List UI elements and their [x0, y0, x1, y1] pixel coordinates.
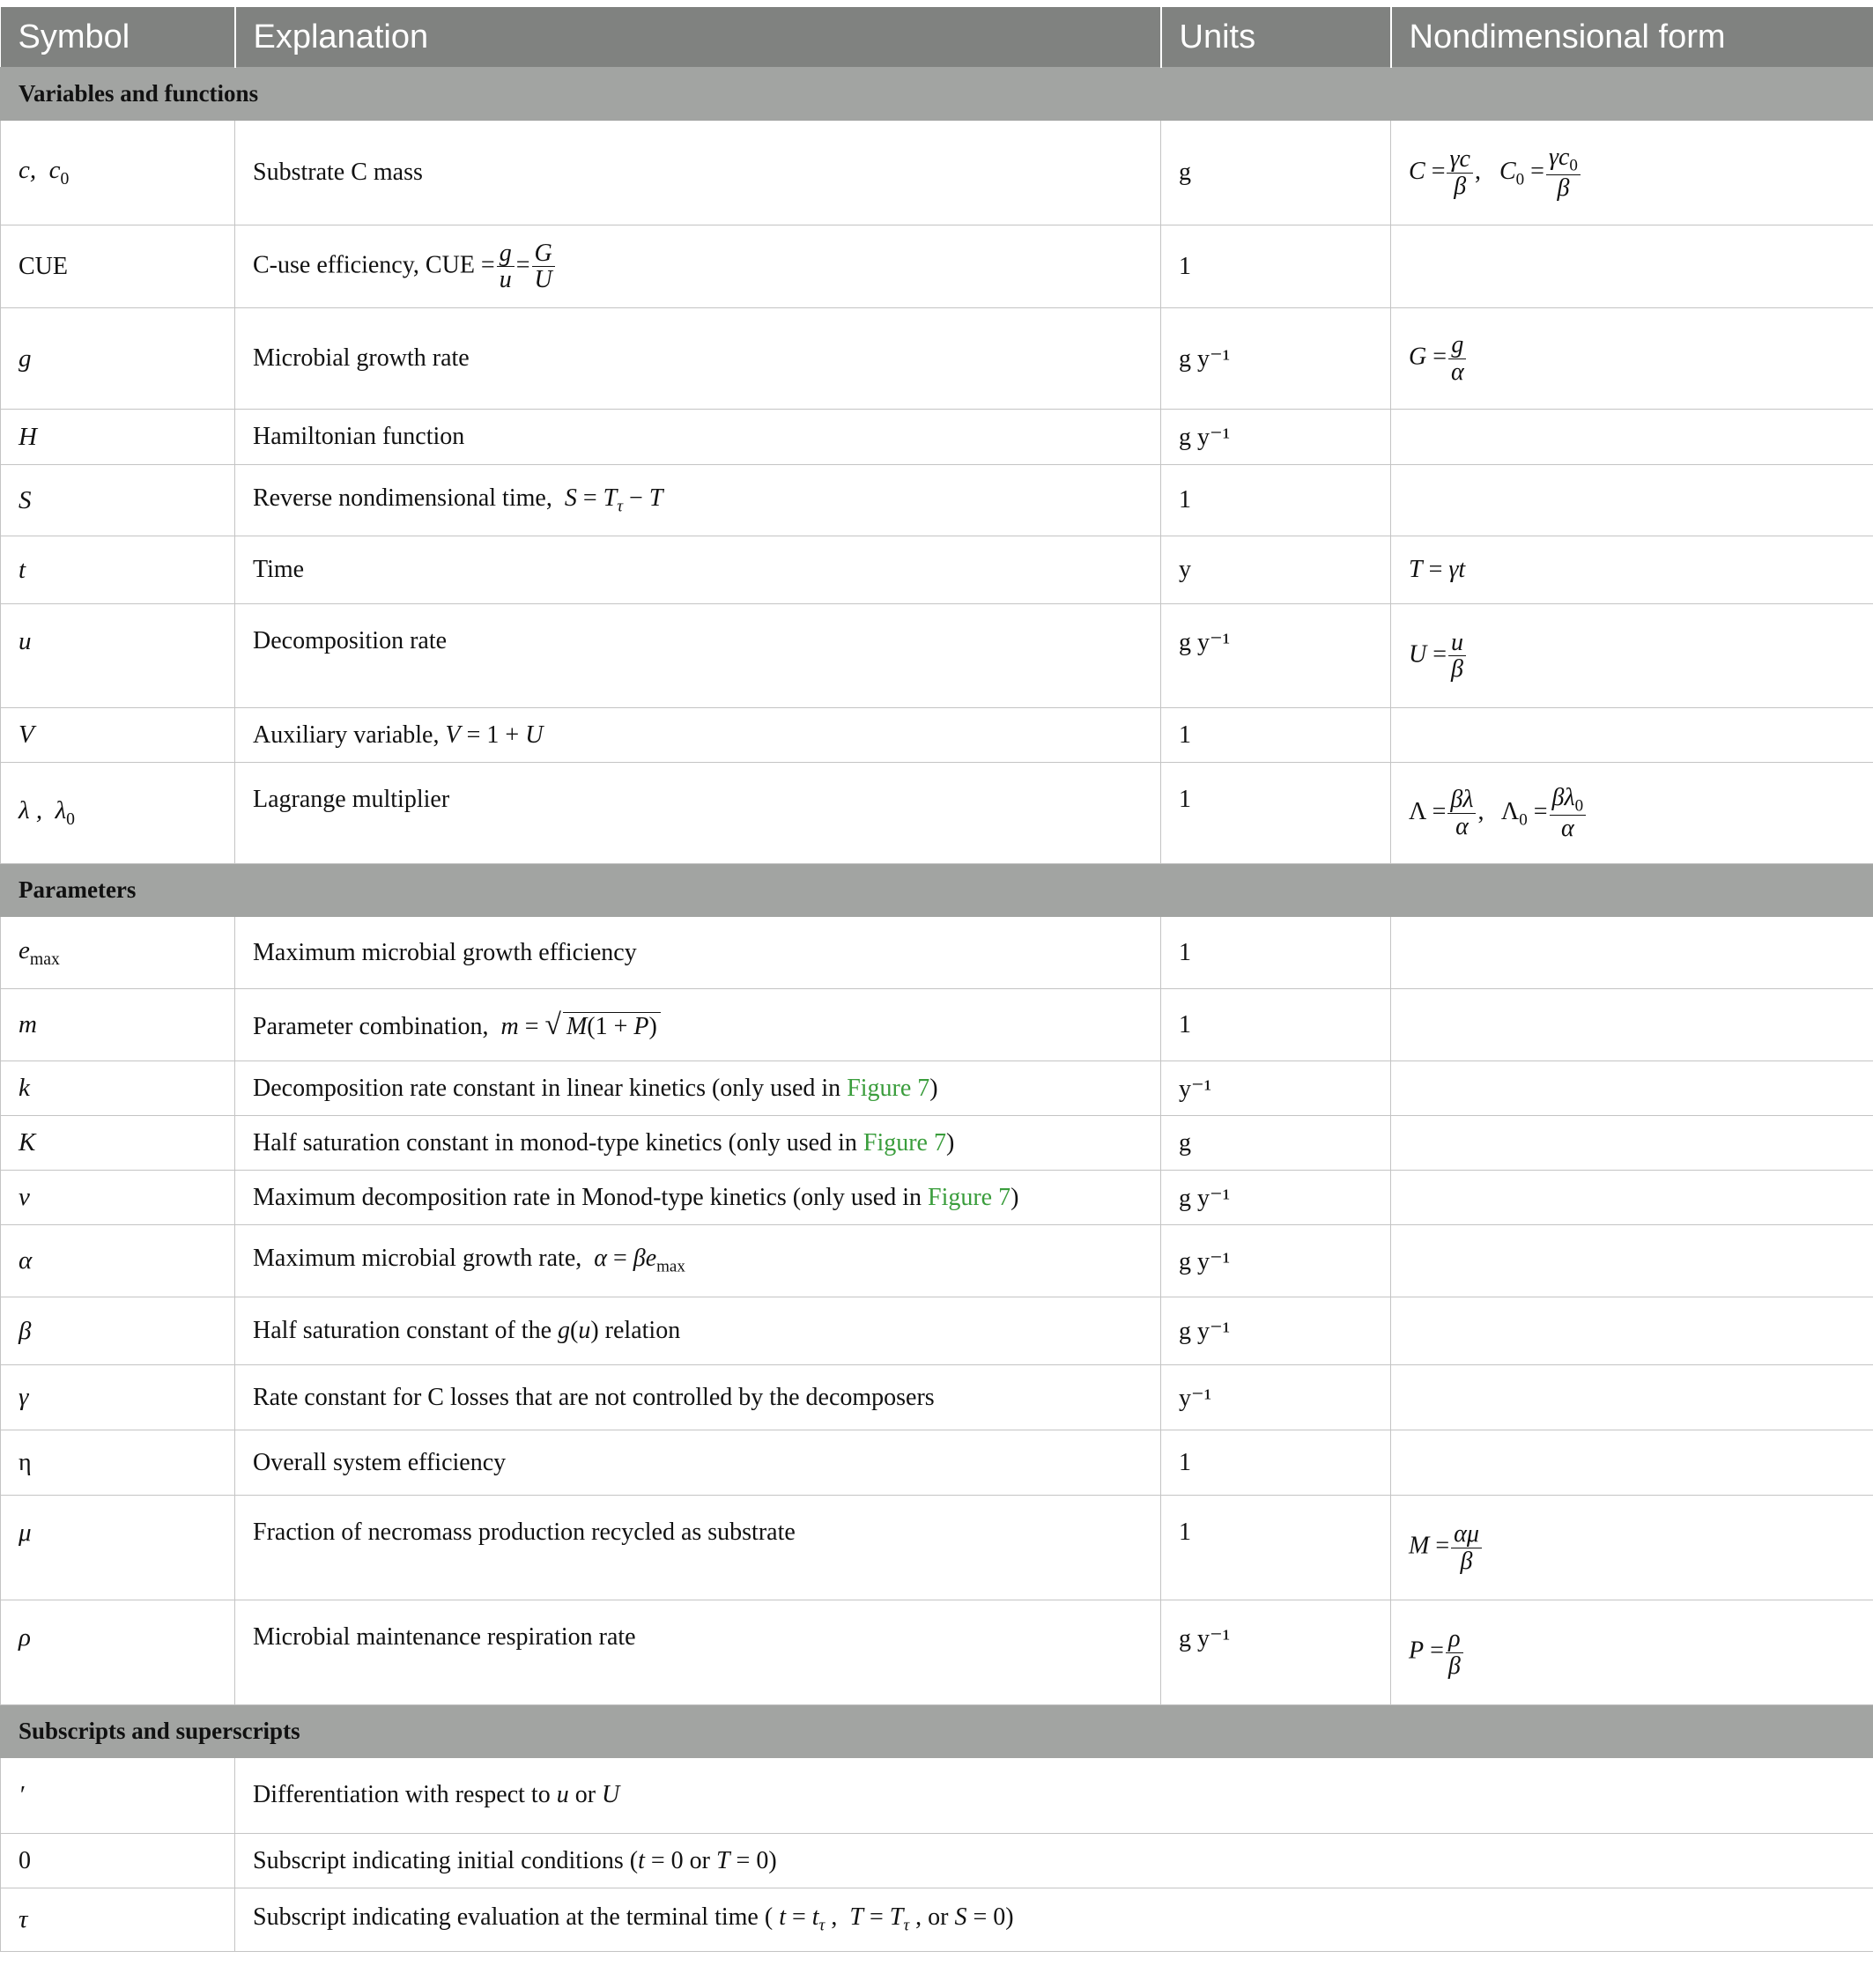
close-paren: )	[929, 1074, 938, 1102]
units-cell: y⁻¹	[1161, 1365, 1391, 1430]
close-paren: )	[945, 1128, 955, 1157]
symbol-cell: V	[1, 708, 235, 763]
explanation-text: Reverse nondimensional time,	[253, 484, 552, 512]
section-row	[1, 68, 1873, 121]
explanation-cell: Microbial growth rate	[235, 308, 1161, 410]
table-row	[1, 1758, 1873, 1834]
explanation-cell: Rate constant for C losses that are not controlled by the decomposers	[235, 1365, 1161, 1430]
nondimensional-cell	[1391, 1225, 1873, 1297]
nondimensional-cell	[1391, 1171, 1873, 1225]
symbol-cell: η	[1, 1430, 235, 1496]
units-cell: 1	[1161, 763, 1391, 864]
nondimensional-cell: U = $\frac{u}{\beta}$	[1391, 604, 1873, 708]
table-row	[1, 708, 1873, 763]
units-cell: g y⁻¹	[1161, 1171, 1391, 1225]
explanation-cell: Time	[235, 536, 1161, 604]
table-row	[1, 1116, 1873, 1171]
explanation-cell: Overall system efficiency	[235, 1430, 1161, 1496]
table-row	[1, 1297, 1873, 1365]
units-cell: 1	[1161, 1430, 1391, 1496]
explanation-text: Half saturation constant in monod-type kinetics (only used in	[253, 1128, 863, 1157]
table-row	[1, 1600, 1873, 1705]
explanation-cell: Auxiliary variable, V = 1 + U	[235, 708, 1161, 763]
symbol-cell: $e_{max}$	[1, 917, 235, 989]
symbol-cell: H	[1, 410, 235, 465]
units-cell: y⁻¹	[1161, 1061, 1391, 1116]
table-row	[1, 308, 1873, 410]
table-row	[1, 225, 1873, 308]
table-row	[1, 1365, 1873, 1430]
nondimensional-cell	[1391, 1430, 1873, 1496]
units-cell: 1	[1161, 989, 1391, 1061]
section-subscripts: Subscripts and superscripts	[1, 1705, 1873, 1758]
nondimensional-cell	[1391, 1061, 1873, 1116]
explanation-cell	[235, 1116, 1161, 1171]
explanation-cell: Lagrange multiplier	[235, 763, 1161, 864]
units-cell: 1	[1161, 708, 1391, 763]
explanation-text: Subscript indicating evaluation at the terminal time (	[253, 1903, 774, 1932]
units-cell: g y⁻¹	[1161, 1225, 1391, 1297]
symbol-cell: ρ	[1, 1600, 235, 1705]
explanation-cell: Subscript indicating evaluation at the terminal time ( $t = t_\tau$ , $T = T_\tau$ , or S = 0)	[235, 1888, 1873, 1952]
table-row	[1, 465, 1873, 536]
explanation-cell: Maximum microbial growth rate, $\alpha = \beta e_{max}$	[235, 1225, 1161, 1297]
table-row	[1, 917, 1873, 989]
explanation-text: Maximum decomposition rate in Monod-type kinetics (only used in	[253, 1183, 928, 1211]
units-cell: g y⁻¹	[1161, 1600, 1391, 1705]
or-text: or	[568, 1781, 603, 1808]
section-parameters: Parameters	[1, 864, 1873, 917]
symbol-cell: λ , $\lambda_0$	[1, 763, 235, 864]
explanation-text: Parameter combination,	[253, 1012, 489, 1040]
units-cell: g	[1161, 1116, 1391, 1171]
explanation-cell	[235, 1061, 1161, 1116]
explanation-text: C-use efficiency, CUE	[253, 250, 475, 278]
header-units: Units	[1161, 7, 1391, 68]
table-row	[1, 604, 1873, 708]
units-cell: 1	[1161, 465, 1391, 536]
nondimensional-cell	[1391, 708, 1873, 763]
symbol-cell: K	[1, 1116, 235, 1171]
symbol-cell: CUE	[1, 225, 235, 308]
symbol-cell: c, $c_0$	[1, 121, 235, 225]
symbol-cell: α	[1, 1225, 235, 1297]
explanation-text: Decomposition rate constant in linear kinetics (only used in	[253, 1074, 848, 1102]
explanation-cell: Differentiation with respect to u or U	[235, 1758, 1873, 1834]
symbol-table	[0, 7, 1873, 1952]
explanation-cell: Subscript indicating initial conditions (t = 0 or T = 0)	[235, 1834, 1873, 1888]
explanation-cell: Parameter combination, m = √ M(1 + P)	[235, 989, 1161, 1061]
table-row	[1, 410, 1873, 465]
table-row	[1, 1496, 1873, 1600]
explanation-cell: Hamiltonian function	[235, 410, 1161, 465]
nondimensional-cell: T = γt	[1391, 536, 1873, 604]
explanation-tail: relation	[598, 1317, 681, 1344]
units-cell: 1	[1161, 917, 1391, 989]
table-row	[1, 121, 1873, 225]
symbol-cell: β	[1, 1297, 235, 1365]
explanation-cell: Fraction of necromass production recycled as substrate	[235, 1496, 1161, 1600]
explanation-text: Subscript indicating initial conditions (	[253, 1846, 639, 1874]
explanation-cell	[235, 1171, 1161, 1225]
symbol-cell: S	[1, 465, 235, 536]
units-cell: g y⁻¹	[1161, 410, 1391, 465]
units-cell: y	[1161, 536, 1391, 604]
nondimensional-cell: M = $\frac{\alpha\mu}{\beta}$	[1391, 1496, 1873, 1600]
nondimensional-cell	[1391, 410, 1873, 465]
symbol-cell: 0	[1, 1834, 235, 1888]
table-row	[1, 763, 1873, 864]
symbol-cell: μ	[1, 1496, 235, 1600]
nondimensional-cell	[1391, 989, 1873, 1061]
header-nondimensional: Nondimensional form	[1391, 7, 1873, 68]
nondimensional-cell: C = $\frac{\gamma c}{\beta}$ , $C_0$ = $\frac{\gamma c_0}{\beta}$	[1391, 121, 1873, 225]
section-variables: Variables and functions	[1, 68, 1873, 121]
explanation-cell: Microbial maintenance respiration rate	[235, 1600, 1161, 1705]
symbol-cell: m	[1, 989, 235, 1061]
table-row	[1, 1834, 1873, 1888]
symbol-cell: k	[1, 1061, 235, 1116]
figure-link[interactable]: Figure 7	[928, 1183, 1011, 1211]
nondimensional-cell	[1391, 465, 1873, 536]
header-symbol: Symbol	[1, 7, 235, 68]
table-row	[1, 1225, 1873, 1297]
table-row	[1, 989, 1873, 1061]
nondimensional-cell	[1391, 1297, 1873, 1365]
explanation-text: Half saturation constant of the	[253, 1317, 559, 1344]
explanation-cell: Reverse nondimensional time, $S = T_\tau - T$	[235, 465, 1161, 536]
nondimensional-cell	[1391, 1365, 1873, 1430]
table-row	[1, 1061, 1873, 1116]
units-cell: g y⁻¹	[1161, 1297, 1391, 1365]
nondimensional-cell	[1391, 917, 1873, 989]
units-cell: g	[1161, 121, 1391, 225]
section-row	[1, 1705, 1873, 1758]
units-cell: 1	[1161, 1496, 1391, 1600]
close-paren: )	[1011, 1183, 1019, 1211]
table-row	[1, 1171, 1873, 1225]
symbol-cell: g	[1, 308, 235, 410]
symbol-cell: τ	[1, 1888, 235, 1952]
header-explanation: Explanation	[235, 7, 1161, 68]
symbol-cell: t	[1, 536, 235, 604]
units-cell: 1	[1161, 225, 1391, 308]
symbol-cell: γ	[1, 1365, 235, 1430]
explanation-text: Maximum microbial growth rate,	[253, 1245, 582, 1273]
section-row	[1, 864, 1873, 917]
nondimensional-cell: P = $\frac{\rho}{\beta}$	[1391, 1600, 1873, 1705]
explanation-cell: C-use efficiency, CUE = $\frac{g}{u}$ = $\frac{G}{U}$	[235, 225, 1161, 308]
nondimensional-cell: G = $\frac{g}{\alpha}$	[1391, 308, 1873, 410]
explanation-cell: Half saturation constant of the g(u) relation	[235, 1297, 1161, 1365]
explanation-text: Differentiation with respect to	[253, 1781, 557, 1808]
nondimensional-cell: Λ = $\frac{\beta\lambda}{\alpha}$ , $\Lambda_0$ = $\frac{\beta\lambda_0}{\alpha}$	[1391, 763, 1873, 864]
table-row	[1, 536, 1873, 604]
table-row	[1, 1430, 1873, 1496]
explanation-cell: Maximum microbial growth efficiency	[235, 917, 1161, 989]
explanation-cell: Decomposition rate	[235, 604, 1161, 708]
figure-link[interactable]: Figure 7	[847, 1074, 930, 1102]
symbol-cell: u	[1, 604, 235, 708]
units-cell: g y⁻¹	[1161, 604, 1391, 708]
nondimensional-cell	[1391, 225, 1873, 308]
explanation-cell: Substrate C mass	[235, 121, 1161, 225]
symbol-cell: v	[1, 1171, 235, 1225]
figure-link[interactable]: Figure 7	[862, 1128, 946, 1157]
units-cell: g y⁻¹	[1161, 308, 1391, 410]
header-row	[1, 7, 1873, 68]
nondimensional-cell	[1391, 1116, 1873, 1171]
explanation-text: Auxiliary variable,	[253, 721, 440, 749]
symbol-cell: ′	[1, 1758, 235, 1834]
table-row	[1, 1888, 1873, 1952]
